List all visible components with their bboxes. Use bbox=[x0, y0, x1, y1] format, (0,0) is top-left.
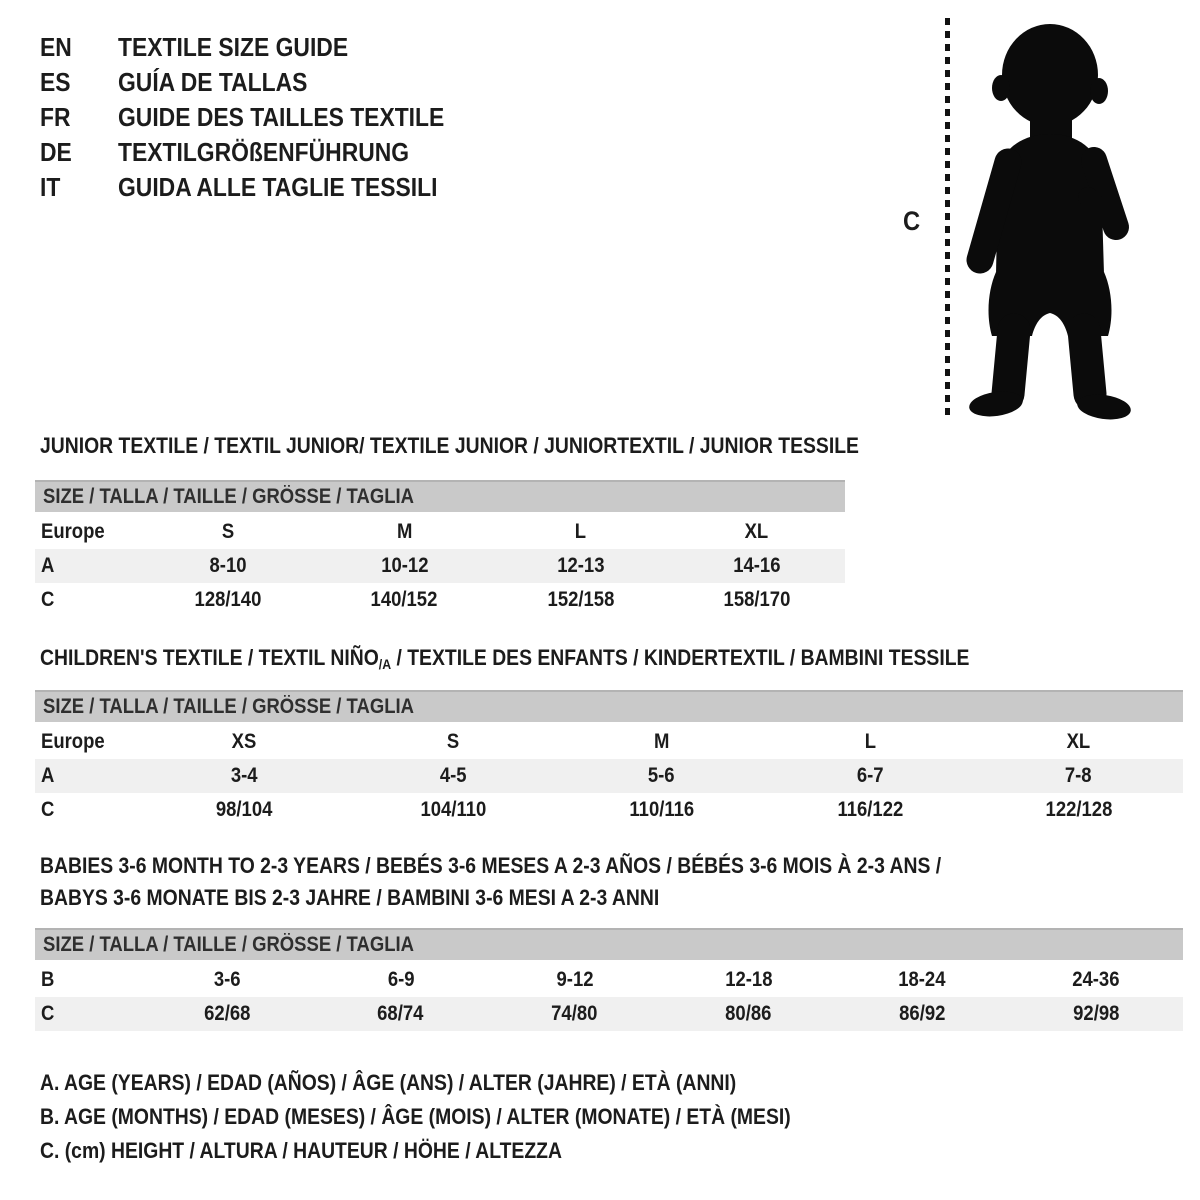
table-cell: M bbox=[653, 730, 670, 753]
table-cell: 74/80 bbox=[551, 1002, 598, 1025]
table-cell: 12-18 bbox=[724, 968, 773, 991]
junior-table bbox=[35, 480, 845, 617]
row-label: C bbox=[41, 1002, 55, 1025]
language-label: TEXTILGRÖßENFÜHRUNG bbox=[118, 137, 410, 167]
table-cell: XL bbox=[745, 520, 769, 543]
table-row bbox=[35, 793, 1183, 827]
row-label: B bbox=[41, 968, 55, 991]
table-row bbox=[35, 963, 1183, 997]
height-measure-label: C bbox=[903, 206, 921, 236]
table-cell: 80/86 bbox=[725, 1002, 772, 1025]
language-code: DE bbox=[40, 137, 72, 167]
table-cell: 62/68 bbox=[203, 1002, 251, 1025]
language-row-de bbox=[40, 135, 489, 170]
legend-line-b: B. AGE (MONTHS) / EDAD (MESES) / ÂGE (MOIS) / ALTER (MONATE) / ETÀ (MESI) bbox=[40, 1104, 791, 1129]
language-label: TEXTILE SIZE GUIDE bbox=[118, 32, 349, 62]
row-label: C bbox=[41, 798, 55, 821]
table-cell: 6-9 bbox=[387, 968, 415, 991]
row-label: Europe bbox=[41, 520, 105, 543]
table-cell: S bbox=[446, 730, 460, 753]
language-code: ES bbox=[40, 67, 71, 97]
table-cell: XS bbox=[231, 730, 257, 753]
height-dotted-line bbox=[945, 18, 950, 420]
table-cell: 3-4 bbox=[230, 764, 258, 787]
table-cell: 98/104 bbox=[216, 798, 273, 821]
table-cell: 10-12 bbox=[380, 554, 429, 577]
table-cell: 8-10 bbox=[209, 554, 247, 577]
row-label: A bbox=[41, 554, 55, 577]
table-row bbox=[35, 759, 1183, 793]
table-cell: 12-13 bbox=[556, 554, 605, 577]
children-table-title: CHILDREN'S TEXTILE / TEXTIL NIÑO/A / TEXTILE DES ENFANTS / KINDERTEXTIL / BAMBINI TESSILE bbox=[40, 645, 970, 672]
table-cell: 128/140 bbox=[194, 588, 262, 611]
legend-line-c: C. (cm) HEIGHT / ALTURA / HAUTEUR / HÖHE / ALTEZZA bbox=[40, 1138, 562, 1163]
table-cell: 104/110 bbox=[419, 798, 486, 821]
size-header-bar: SIZE / TALLA / TAILLE / GRÖSSE / TAGLIA bbox=[35, 928, 1183, 960]
table-cell: 92/98 bbox=[1072, 1002, 1120, 1025]
language-label: GUÍA DE TALLAS bbox=[118, 67, 308, 97]
size-header-bar: SIZE / TALLA / TAILLE / GRÖSSE / TAGLIA bbox=[35, 690, 1183, 722]
table-cell: S bbox=[221, 520, 235, 543]
table-cell: L bbox=[574, 520, 587, 543]
children-table bbox=[35, 690, 1183, 827]
title-subscript: /A bbox=[378, 656, 392, 672]
language-label: GUIDA ALLE TAGLIE TESSILI bbox=[118, 172, 438, 202]
language-code: EN bbox=[40, 32, 72, 62]
table-cell: 158/170 bbox=[723, 588, 791, 611]
babies-table-title-line2: BABYS 3-6 MONATE BIS 2-3 JAHRE / BAMBINI 3-6 MESI A 2-3 ANNI bbox=[40, 885, 660, 910]
table-cell: 24-36 bbox=[1072, 968, 1120, 991]
table-row bbox=[35, 549, 845, 583]
table-row bbox=[35, 515, 845, 549]
table-row bbox=[35, 583, 845, 617]
language-code: IT bbox=[40, 172, 61, 202]
table-cell: 9-12 bbox=[556, 968, 594, 991]
junior-table-title: JUNIOR TEXTILE / TEXTIL JUNIOR/ TEXTILE JUNIOR / JUNIORTEXTIL / JUNIOR TESSILE bbox=[40, 433, 859, 458]
table-cell: 68/74 bbox=[377, 1002, 424, 1025]
table-row bbox=[35, 725, 1183, 759]
table-cell: 116/122 bbox=[837, 798, 903, 821]
table-cell: 3-6 bbox=[213, 968, 241, 991]
language-row-fr bbox=[40, 100, 489, 135]
table-cell: XL bbox=[1066, 730, 1091, 753]
size-header-bar: SIZE / TALLA / TAILLE / GRÖSSE / TAGLIA bbox=[35, 480, 845, 512]
table-cell: 122/128 bbox=[1045, 798, 1113, 821]
table-cell: 7-8 bbox=[1065, 764, 1093, 787]
table-cell: 4-5 bbox=[439, 764, 467, 787]
table-cell: M bbox=[396, 520, 413, 543]
babies-table bbox=[35, 928, 1183, 1031]
legend bbox=[40, 1066, 893, 1168]
legend-line-a: A. AGE (YEARS) / EDAD (AÑOS) / ÂGE (ANS) / ALTER (JAHRE) / ETÀ (ANNI) bbox=[40, 1070, 737, 1095]
babies-table-title-line1: BABIES 3-6 MONTH TO 2-3 YEARS / BEBÉS 3-6 MESES A 2-3 AÑOS / BÉBÉS 3-6 MOIS À 2-3 ANS / bbox=[40, 853, 942, 878]
language-list bbox=[40, 30, 489, 205]
table-cell: 6-7 bbox=[856, 764, 884, 787]
table-cell: 86/92 bbox=[899, 1002, 946, 1025]
language-label: GUIDE DES TAILLES TEXTILE bbox=[118, 102, 445, 132]
row-label: Europe bbox=[41, 730, 105, 753]
table-cell: 18-24 bbox=[898, 968, 946, 991]
baby-silhouette bbox=[958, 22, 1142, 422]
language-code: FR bbox=[40, 102, 71, 132]
table-row bbox=[35, 997, 1183, 1031]
table-cell: L bbox=[864, 730, 876, 753]
language-row-es bbox=[40, 65, 489, 100]
table-cell: 140/152 bbox=[370, 588, 438, 611]
table-cell: 14-16 bbox=[733, 554, 781, 577]
language-row-en bbox=[40, 30, 489, 65]
table-cell: 5-6 bbox=[648, 764, 675, 787]
row-label: C bbox=[41, 588, 55, 611]
row-label: A bbox=[41, 764, 55, 787]
table-cell: 110/116 bbox=[629, 798, 694, 821]
table-cell: 152/158 bbox=[547, 588, 615, 611]
language-row-it bbox=[40, 170, 489, 205]
